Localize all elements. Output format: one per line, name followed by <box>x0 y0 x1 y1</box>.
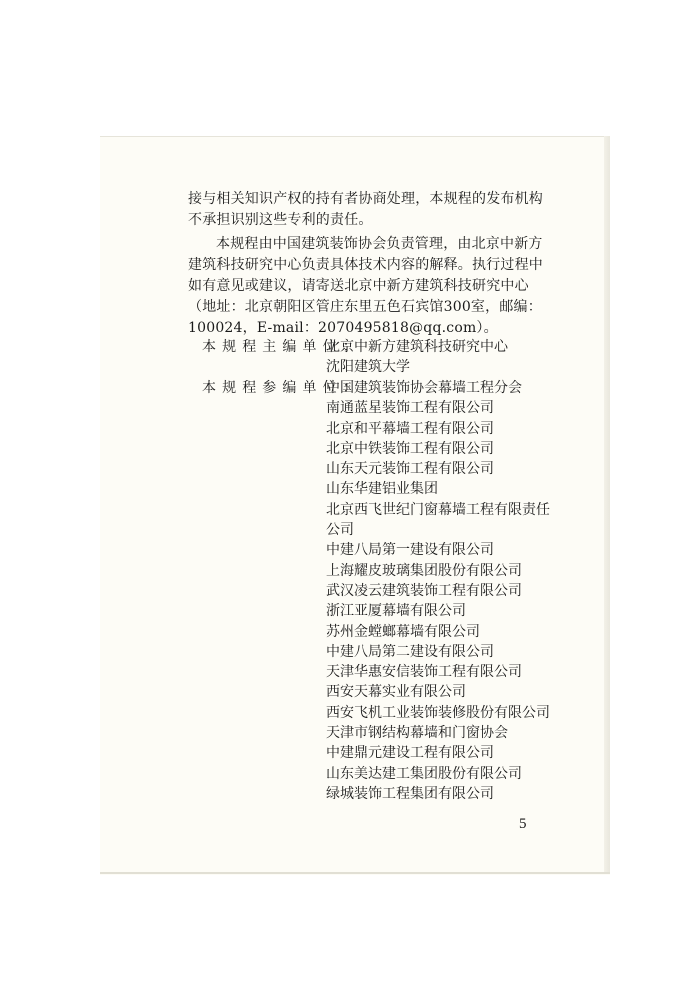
unit-list-item: 公司 <box>326 522 354 539</box>
unit-list-item: 山东美达建工集团股份有限公司 <box>326 765 522 782</box>
page-number: 5 <box>519 816 527 832</box>
intro-paragraph-continued: 接与相关知识产权的持有者协商处理，本规程的发布机构不承担识别这些专利的责任。 <box>188 191 543 228</box>
unit-list-item: 南通蓝星装饰工程有限公司 <box>326 400 494 417</box>
unit-list-item: 中国建筑装饰协会幕墙工程分会 <box>326 380 522 396</box>
participating-editors-label: 本规程参编单位： <box>202 380 363 396</box>
intro-paragraph-management: 本规程由中国建筑装饰协会负责管理，由北京中新方建筑科技研究中心负责具体技术内容的解释。执行过程中如有意见或建议，请寄送北京中新方建筑科技研究中心（地址：北京朝阳区管庄东里五色石宾馆300室，邮编：100024，E-mail：2070495818@qq.com）。 <box>188 236 543 336</box>
participating-editors-list <box>326 378 550 804</box>
page-edge-shadow <box>604 136 610 874</box>
unit-list-item: 浙江亚厦幕墙有限公司 <box>326 603 466 620</box>
unit-list-item: 武汉凌云建筑装饰工程有限公司 <box>326 582 522 599</box>
unit-list-item: 中建鼎元建设工程有限公司 <box>326 745 494 762</box>
unit-list-item: 西安飞机工业装饰装修股份有限公司 <box>326 704 550 721</box>
chief-editor-label: 本规程主编单位： <box>202 339 363 355</box>
unit-list-item: 上海耀皮玻璃集团股份有限公司 <box>326 562 522 579</box>
unit-list-item: 山东华建铝业集团 <box>326 481 438 498</box>
unit-list-item: 北京中新方建筑科技研究中心 <box>326 339 508 355</box>
chief-editor-list <box>326 337 546 378</box>
unit-list-item: 北京中铁装饰工程有限公司 <box>326 440 494 457</box>
unit-list-item: 西安天幕实业有限公司 <box>326 684 466 701</box>
unit-list-item: 北京西飞世纪门窗幕墙工程有限责任 <box>326 501 550 518</box>
unit-list-item: 中建八局第一建设有限公司 <box>326 542 494 559</box>
unit-list-item: 苏州金螳螂幕墙有限公司 <box>326 623 480 640</box>
unit-list-item: 天津华惠安信装饰工程有限公司 <box>326 664 522 681</box>
unit-list-item: 山东天元装饰工程有限公司 <box>326 461 494 478</box>
unit-list-item: 北京和平幕墙工程有限公司 <box>326 420 494 437</box>
unit-list-item: 绿城装饰工程集团有限公司 <box>326 785 494 802</box>
unit-list-item: 中建八局第二建设有限公司 <box>326 643 494 660</box>
page-bottom-edge <box>100 872 610 874</box>
unit-list-item: 沈阳建筑大学 <box>326 359 410 376</box>
unit-list-item: 天津市钢结构幕墙和门窗协会 <box>326 725 508 742</box>
